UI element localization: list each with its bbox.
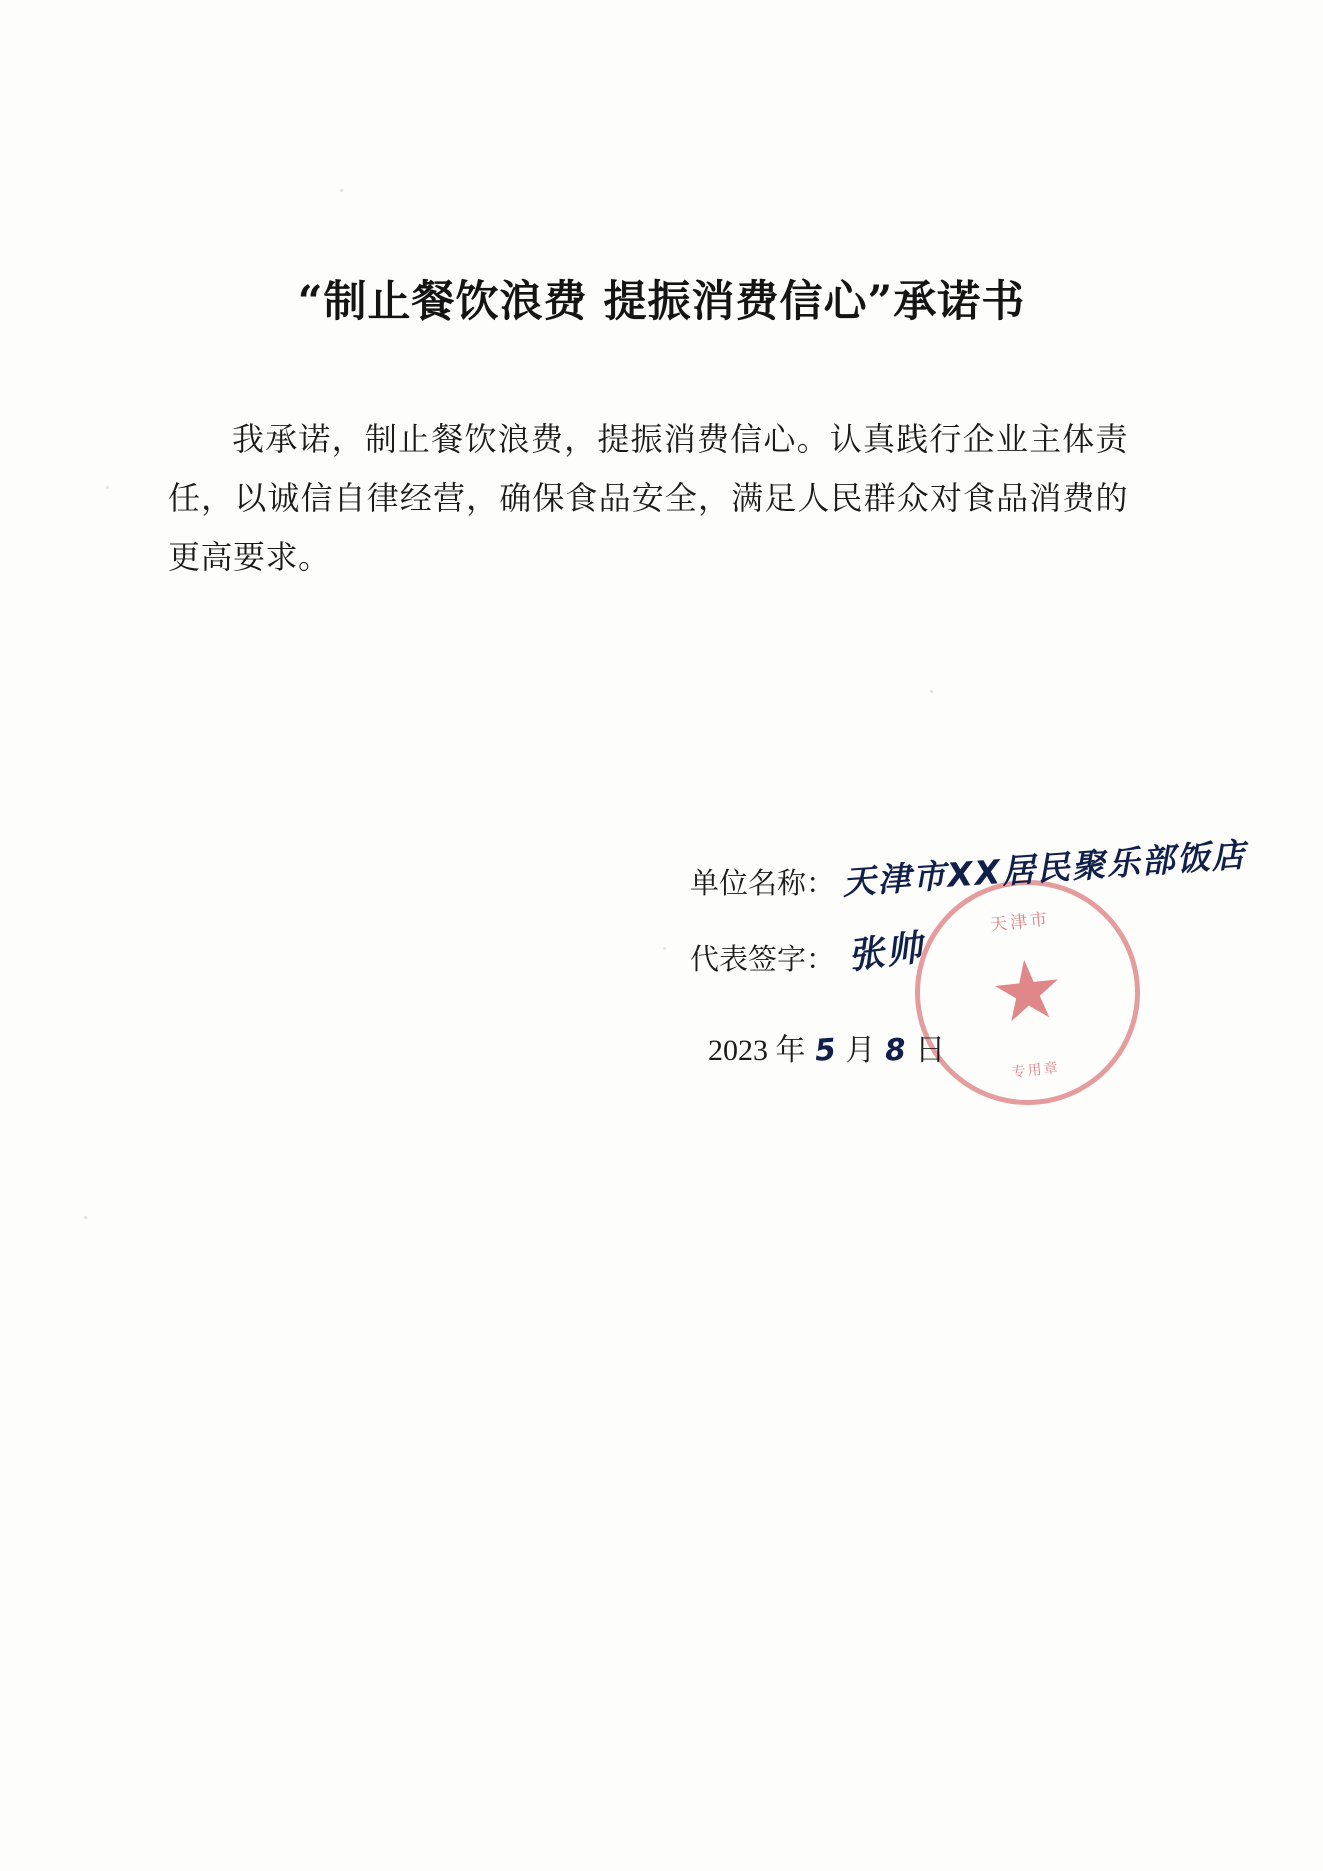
seal-top-text: 天津市 bbox=[989, 909, 1052, 936]
date-year-unit: 年 bbox=[775, 1034, 806, 1067]
paper-speck bbox=[930, 690, 933, 693]
paper-speck bbox=[106, 486, 109, 489]
date-row bbox=[690, 1033, 1250, 1069]
promise-body-paragraph: 我承诺，制止餐饮浪费，提振消费信心。认真践行企业主体责任，以诚信自律经营，确保食品安全，满足人民群众对食品消费的更高要求。 bbox=[168, 421, 1128, 576]
seal-bottom-text: 专用章 bbox=[1011, 1060, 1061, 1082]
date-month: 5 bbox=[813, 1032, 838, 1069]
paper-speck bbox=[340, 189, 343, 192]
paper-speck bbox=[663, 947, 666, 950]
date-day: 8 bbox=[883, 1032, 907, 1069]
date-month-unit: 月 bbox=[845, 1034, 876, 1067]
representative-signature-row bbox=[690, 927, 1250, 1017]
paper-speck bbox=[84, 1216, 87, 1219]
company-name-row bbox=[690, 834, 1250, 941]
representative-signature-handwritten-value: 张帅 bbox=[845, 927, 927, 978]
signature-block bbox=[690, 834, 1250, 1069]
date-year: 2023 bbox=[708, 1034, 768, 1067]
company-name-handwritten-value: 天津市XX居民聚乐部饭店 bbox=[841, 834, 1248, 903]
representative-signature-label: 代表签字： bbox=[690, 943, 836, 976]
company-name-label: 单位名称： bbox=[690, 867, 836, 900]
date-day-unit: 日 bbox=[915, 1034, 946, 1067]
page-title: “制止餐饮浪费 提振消费信心”承诺书 bbox=[297, 277, 1026, 327]
